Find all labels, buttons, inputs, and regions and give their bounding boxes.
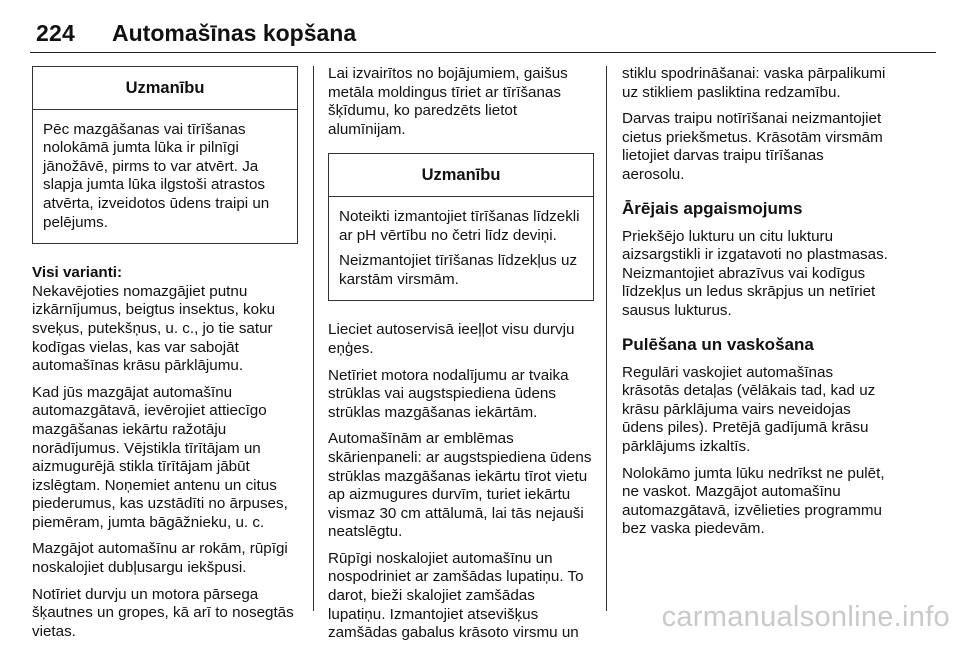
paragraph: Darvas traipu notīrīšanai neizmantojiet cietus priekšmetus. Krāsotām virsmām lietojiet darvas traipu tīrīšanas aerosolu. [622, 110, 883, 183]
notice-title: Uzmanību [33, 67, 297, 110]
paragraph: stiklu spodrināšanai: vaska pārpalikumi uz stikliem pasliktina redzamību. [622, 65, 886, 101]
watermark: carmanualsonline.info [661, 601, 950, 633]
notice-body [329, 197, 593, 300]
notice-box [32, 66, 298, 244]
notice-title: Uzmanību [329, 154, 593, 197]
paragraph: Kad jūs mazgājat automašīnu automazgātavā, ievērojiet attiecīgo mazgāšanas iekārtu ražotāju norādījumus. Vējstikla tīrītājam un aizmugurējā stikla tīrītājam jābūt izslēgtam. Noņemiet antenu un citus piederumus, kas uzstādīti no ārpuses, piemēram, jumta bāgāžnieku, u. c. [32, 383, 288, 531]
page-number: 224 [36, 20, 75, 46]
notice-text: Noteikti izmantojiet tīrīšanas līdzekli ar pH vērtību no četri līdz deviņi. [339, 207, 580, 244]
paragraph: Mazgājot automašīnu ar rokām, rūpīgi noskalojiet dubļusargu iekšpusi. [32, 540, 288, 577]
paragraph: Nekavējoties nomazgājiet putnu izkārnījumus, beigtus insektus, koku sveķus, putekšņus, u. c., jo tie satur kodīgas vielas, kas var sabojāt automašīnas krāsu pārklājumu. [32, 282, 276, 375]
paragraph: Priekšējo lukturu un citu lukturu aizsargstikli ir izgatavoti no plastmasas. Neizmantojiet abrazīvus vai kodīgus līdzekļus un ledus skrāpjus un netīriet sausus lukturus. [622, 227, 888, 319]
section-heading: Ārējais apgaismojums [622, 198, 803, 218]
paragraph: Notīriet durvju un motora pārsega šķautnes un gropes, kā arī to nosegtās vietas. [32, 585, 294, 640]
page-header [30, 0, 936, 53]
column-3 [622, 65, 888, 547]
column-divider [606, 66, 607, 611]
paragraph: Nolokāmo jumta lūku nedrīkst ne pulēt, ne vaskot. Mazgājot automašīnu automazgātavā, izvēlieties programmu bez vaska piedevām. [622, 464, 885, 538]
notice-text: Pēc mazgāšanas vai tīrīšanas nolokāmā jumta lūka ir pilnīgi jānožāvē, pirms to var atvērt. Ja slapja jumta lūka ilgstoši atrastos atvērta, izveidotos ūdens traipi un pelējums. [43, 120, 270, 231]
paragraph: Automašīnām ar emblēmas skārienpaneli: ar augstspiediena ūdens strūklas mazgāšanas iekārtu tīrot vietu ap aizmugures durvīm, turiet iekārtu vismaz 30 cm attālumā, lai tās nejauši neatslēgtu. [328, 430, 592, 541]
paragraph: Rūpīgi noskalojiet automašīnu un nospodriniet ar zamšādas lupatiņu. To darot, bieži skalojiet zamšādas lupatiņu. Izmantojiet atsevišķus zamšādas gabalus krāsoto virsmu un [328, 549, 584, 642]
section-heading: Pulēšana un vaskošana [622, 334, 814, 354]
column-divider [313, 66, 314, 611]
column-2 [328, 65, 594, 651]
notice-body [33, 110, 297, 244]
column-1 [32, 66, 298, 649]
paragraph: Lai izvairītos no bojājumiem, gaišus metāla moldingus tīriet ar tīrīšanas šķīdumu, ko paredzēts lietot alumīnijam. [328, 65, 568, 138]
paragraph: Netīriet motora nodalījumu ar tvaika strūklas vai augstspiediena ūdens strūklas mazgāšanas iekārtām. [328, 366, 569, 421]
page-title: Automašīnas kopšana [112, 20, 357, 46]
paragraph: Regulāri vaskojiet automašīnas krāsotās detaļas (vēlākais tad, kad uz krāsu pārklājuma vairs neveidojas ūdens piles). Pretējā gadījumā krāsu pārklājums izkaltīs. [622, 363, 876, 455]
paragraph: Lieciet autoservisā ieeļļot visu durvju eņģes. [328, 321, 575, 357]
notice-text: Neizmantojiet tīrīšanas līdzekļus uz karstām virsmām. [339, 252, 578, 288]
notice-box [328, 153, 594, 301]
warning-heading: Visi varianti: [32, 264, 123, 282]
